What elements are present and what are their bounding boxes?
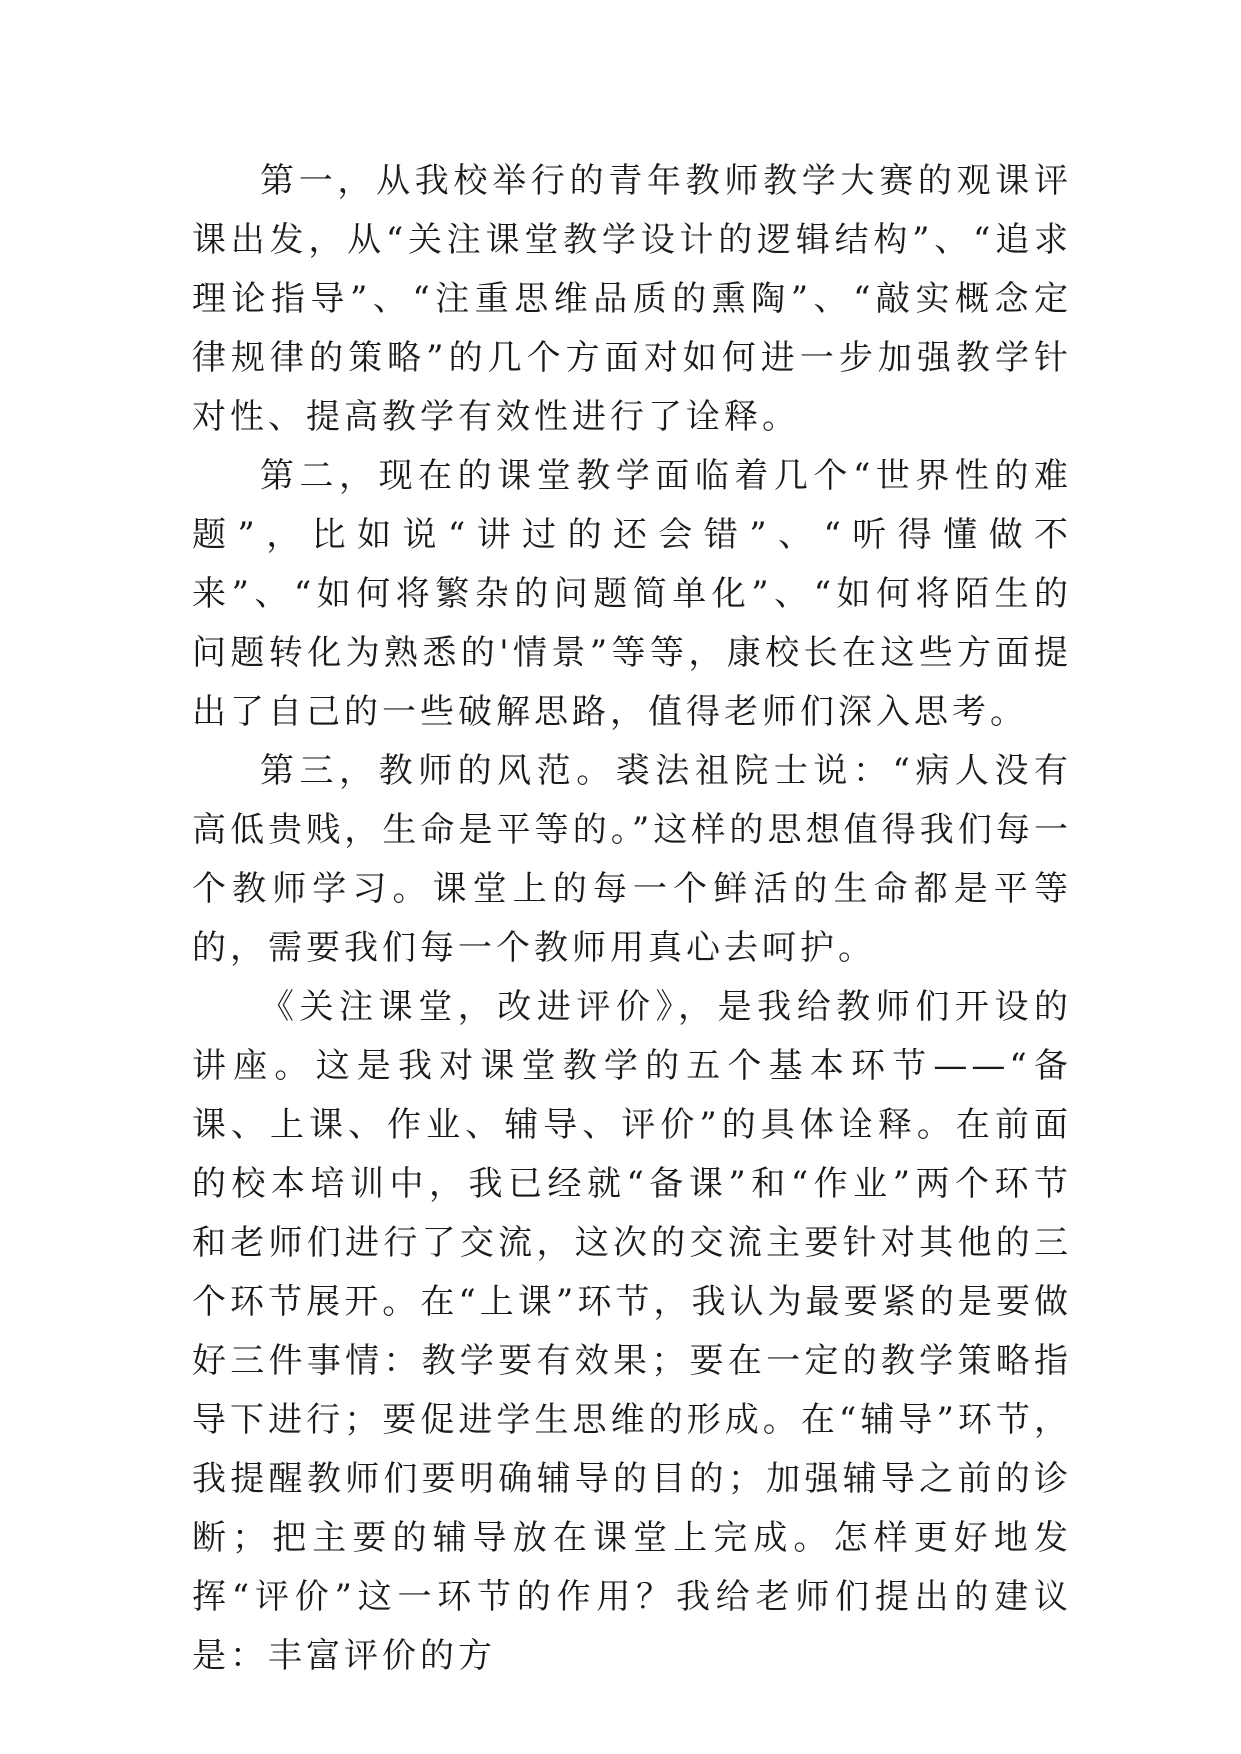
- paragraph-third: 第三，教师的风范。裘法祖院士说：“病人没有高低贵贱，生命是平等的。”这样的思想值得我们每一个教师学习。课堂上的每一个鲜活的生命都是平等的，需要我们每一个教师用真心去呵护。: [192, 751, 1072, 968]
- paragraph-lecture: 《关注课堂，改进评价》，是我给教师们开设的讲座。这是我对课堂教学的五个基本环节——“备课、上课、作业、辅导、评价”的具体诠释。在前面的校本培训中，我已经就“备课”和“作业”两个环节和老师们进行了交流，这次的交流主要针对其他的三个环节展开。在“上课”环节，我认为最要紧的是要做好三件事情：教学要有效果；要在一定的教学策略指导下进行；要促进学生思维的形成。在“辅导”环节，我提醒教师们要明确辅导的目的；加强辅导之前的诊断；把主要的辅导放在课堂上完成。怎样更好地发挥“评价”这一环节的作用？我给老师们提出的建议是：丰富评价的方: [192, 987, 1072, 1676]
- paragraph-second: 第二，现在的课堂教学面临着几个“世界性的难题”，比如说“讲过的还会错”、“听得懂做不来”、“如何将繁杂的问题简单化”、“如何将陌生的问题转化为熟悉的'情景”等等，康校长在这些方面提出了自己的一些破解思路，值得老师们深入思考。: [192, 456, 1072, 732]
- document-body: [192, 152, 1072, 1686]
- paragraph-first: 第一，从我校举行的青年教师教学大赛的观课评课出发，从“关注课堂教学设计的逻辑结构”、“追求理论指导”、“注重思维品质的熏陶”、“敲实概念定律规律的策略”的几个方面对如何进一步加强教学针对性、提高教学有效性进行了诠释。: [192, 161, 1072, 437]
